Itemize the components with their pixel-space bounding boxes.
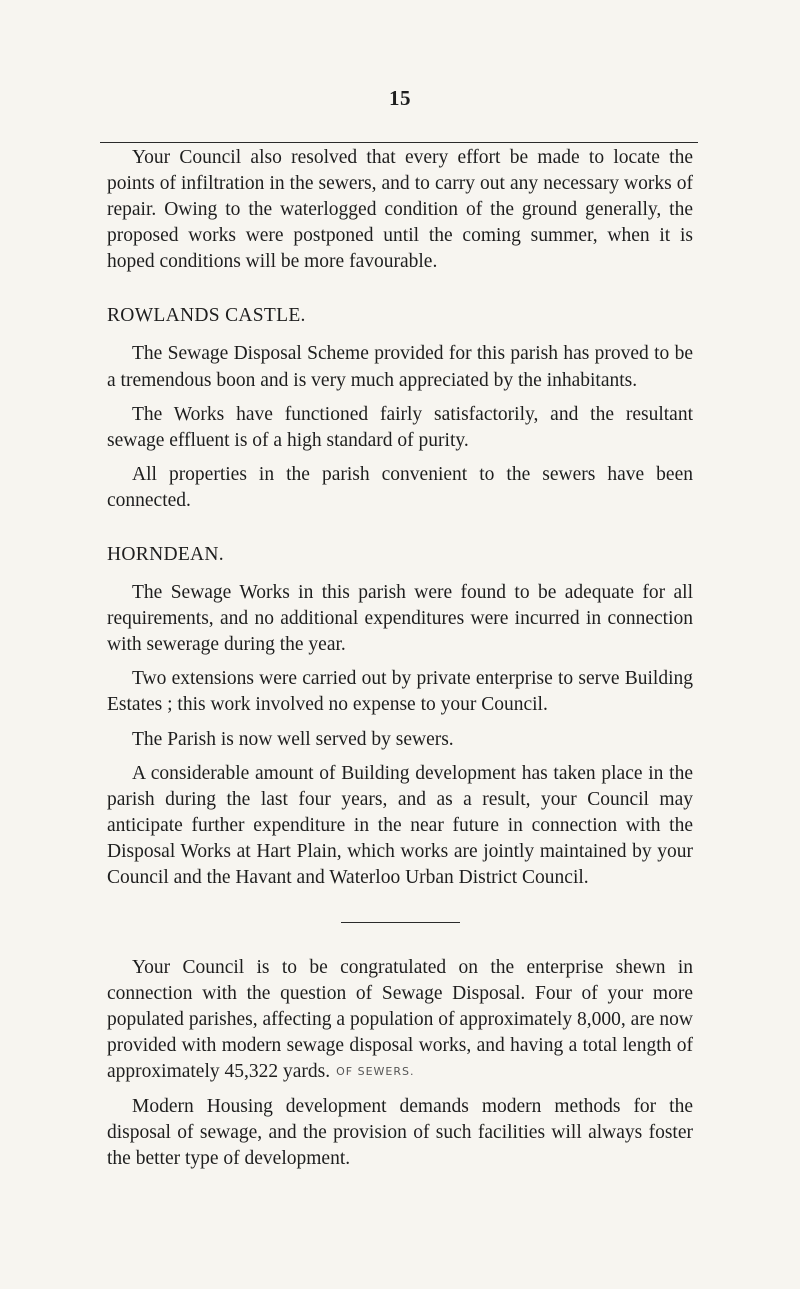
horndean-paragraph-1: The Sewage Works in this parish were found to be adequate for all requirements, and no additional expenditures were incurred in connection with sewerage during the year. bbox=[107, 582, 693, 656]
section-divider bbox=[341, 922, 460, 923]
rowlands-castle-paragraph-2: The Works have functioned fairly satisfactorily, and the resultant sewage effluent is of a high standard of purity. bbox=[107, 403, 693, 451]
page-content bbox=[107, 145, 693, 1172]
conclusion-paragraph-2: Modern Housing development demands modern methods for the disposal of sewage, and the provision of such facilities will always foster the better type of development. bbox=[107, 1095, 693, 1169]
section-heading-horndean: HORNDEAN. bbox=[107, 544, 224, 566]
horndean-paragraph-2: Two extensions were carried out by private enterprise to serve Building Estates ; this work involved no expense to your Council. bbox=[107, 668, 693, 716]
horndean-paragraph-3: The Parish is now well served by sewers. bbox=[132, 728, 454, 750]
rowlands-castle-paragraph-1: The Sewage Disposal Scheme provided for this parish has proved to be a tremendous boon and is very much appreciated by the inhabitants. bbox=[107, 343, 693, 391]
handwritten-annotation: OF SEWERS. bbox=[336, 1065, 415, 1079]
intro-paragraph: Your Council also resolved that every effort be made to locate the points of infiltration in the sewers, and to carry out any necessary works of repair. Owing to the waterlogged condition of the ground generally, the proposed works were postponed until the coming summer, when it is hoped conditions will be more favourable. bbox=[107, 147, 693, 273]
top-rule bbox=[100, 142, 698, 143]
conclusion-paragraph-1 bbox=[107, 955, 693, 1085]
rowlands-castle-paragraph-3: All properties in the parish convenient to the sewers have been connected. bbox=[107, 463, 693, 511]
conclusion-paragraph-1-text: Your Council is to be congratulated on the enterprise shewn in connection with the question of Sewage Disposal. Four of your more populated parishes, affecting a population of approximately 8,000, are now provided with modern sewage disposal works, and having a total length of approximately 45,322 yards. bbox=[107, 957, 693, 1083]
horndean-paragraph-4: A considerable amount of Building development has taken place in the parish during the last four years, and as a result, your Council may anticipate further expenditure in the near future in connection with the Disposal Works at Hart Plain, which works are jointly maintained by your Council and the Havant and Waterloo Urban District Council. bbox=[107, 762, 693, 888]
section-heading-rowlands-castle: ROWLANDS CASTLE. bbox=[107, 305, 306, 327]
page-number: 15 bbox=[389, 86, 411, 110]
